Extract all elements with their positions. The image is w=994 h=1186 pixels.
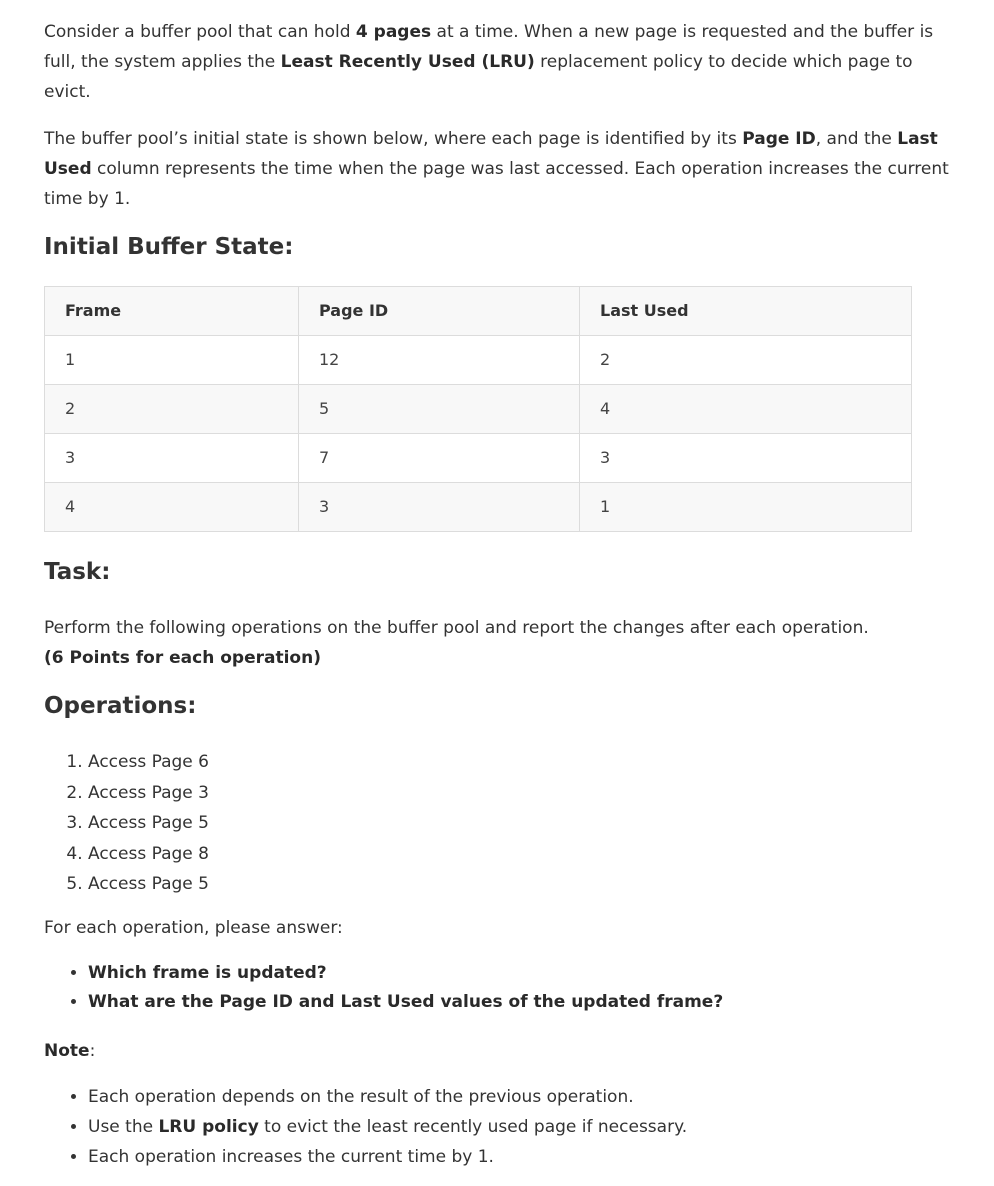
intro-text: , and the: [815, 129, 898, 149]
lru-policy-bold: LRU policy: [158, 1116, 259, 1137]
operations-heading: Operations:: [44, 693, 197, 719]
note-label: [44, 1036, 950, 1066]
notes-list: [44, 1082, 950, 1172]
note-text: Use the: [88, 1116, 159, 1137]
list-item: [88, 959, 950, 988]
list-item: 5. Access Page 5: [88, 869, 950, 900]
task-text: Perform the following operations on the buffer pool and report the changes after each operation.: [44, 618, 869, 638]
table-cell-frame: 1: [45, 336, 299, 385]
table-cell-last-used: 1: [580, 483, 912, 532]
table-cell-page-id: 7: [299, 434, 580, 483]
list-item: 1. Access Page 6: [88, 747, 950, 778]
page-id-bold: Page ID: [742, 129, 816, 149]
table-row: [45, 385, 912, 434]
list-item: 3. Access Page 5: [88, 808, 950, 839]
list-item: • Each operation increases the current time by 1.: [88, 1142, 950, 1172]
note-label-text: Note: [44, 1040, 90, 1061]
list-item: [88, 1112, 950, 1142]
intro-paragraph-1: [44, 17, 950, 107]
table-row: [45, 434, 912, 483]
table-cell-last-used: 4: [580, 385, 912, 434]
questions-list: [44, 959, 950, 1017]
table-row: [45, 483, 912, 532]
capacity-bold: 4 pages: [355, 22, 432, 42]
table-cell-page-id: 3: [299, 483, 580, 532]
table-row: [45, 336, 912, 385]
buffer-state-table: [44, 286, 912, 532]
task-heading: Task:: [44, 559, 111, 585]
table-cell-frame: 2: [45, 385, 299, 434]
intro-text: column represents the time when the page was last accessed. Each operation increases the current time by 1.: [44, 159, 949, 209]
question-text: Which frame is updated?: [88, 962, 327, 983]
task-points: (6 Points for each operation): [44, 648, 321, 668]
table-cell-frame: 4: [45, 483, 299, 532]
intro-text: replacement policy to decide which page to evict.: [44, 52, 913, 102]
table-header-page-id: Page ID: [299, 287, 580, 336]
table-cell-page-id: 5: [299, 385, 580, 434]
table-header-last-used: Last Used: [580, 287, 912, 336]
for-each-instruction: For each operation, please answer:: [44, 917, 343, 938]
note-text: to evict the least recently used page if necessary.: [258, 1116, 688, 1137]
table-cell-page-id: 12: [299, 336, 580, 385]
list-item: 2. Access Page 3: [88, 778, 950, 809]
list-item: 4. Access Page 8: [88, 839, 950, 870]
table-cell-last-used: 3: [580, 434, 912, 483]
initial-state-heading: Initial Buffer State:: [44, 234, 294, 260]
intro-text: at a time. When a new page is requested and the buffer is full, the system applies the: [44, 22, 934, 72]
intro-paragraph-2: [44, 124, 950, 214]
table-header-frame: Frame: [45, 287, 299, 336]
question-text: What are the Page ID and Last Used values of the updated frame?: [88, 991, 724, 1012]
list-item: [88, 988, 950, 1017]
note-colon: :: [89, 1040, 96, 1061]
last-used-bold: Last Used: [44, 129, 938, 179]
lru-bold: Least Recently Used (LRU): [280, 52, 535, 72]
intro-text: Consider a buffer pool that can hold: [44, 22, 356, 42]
table-cell-frame: 3: [45, 434, 299, 483]
operations-list: [44, 747, 950, 900]
table-header-row: [45, 287, 912, 336]
intro-text: The buffer pool’s initial state is shown below, where each page is identified by its: [44, 129, 743, 149]
list-item: • Each operation depends on the result of the previous operation.: [88, 1082, 950, 1112]
task-description: [44, 613, 950, 673]
table-cell-last-used: 2: [580, 336, 912, 385]
